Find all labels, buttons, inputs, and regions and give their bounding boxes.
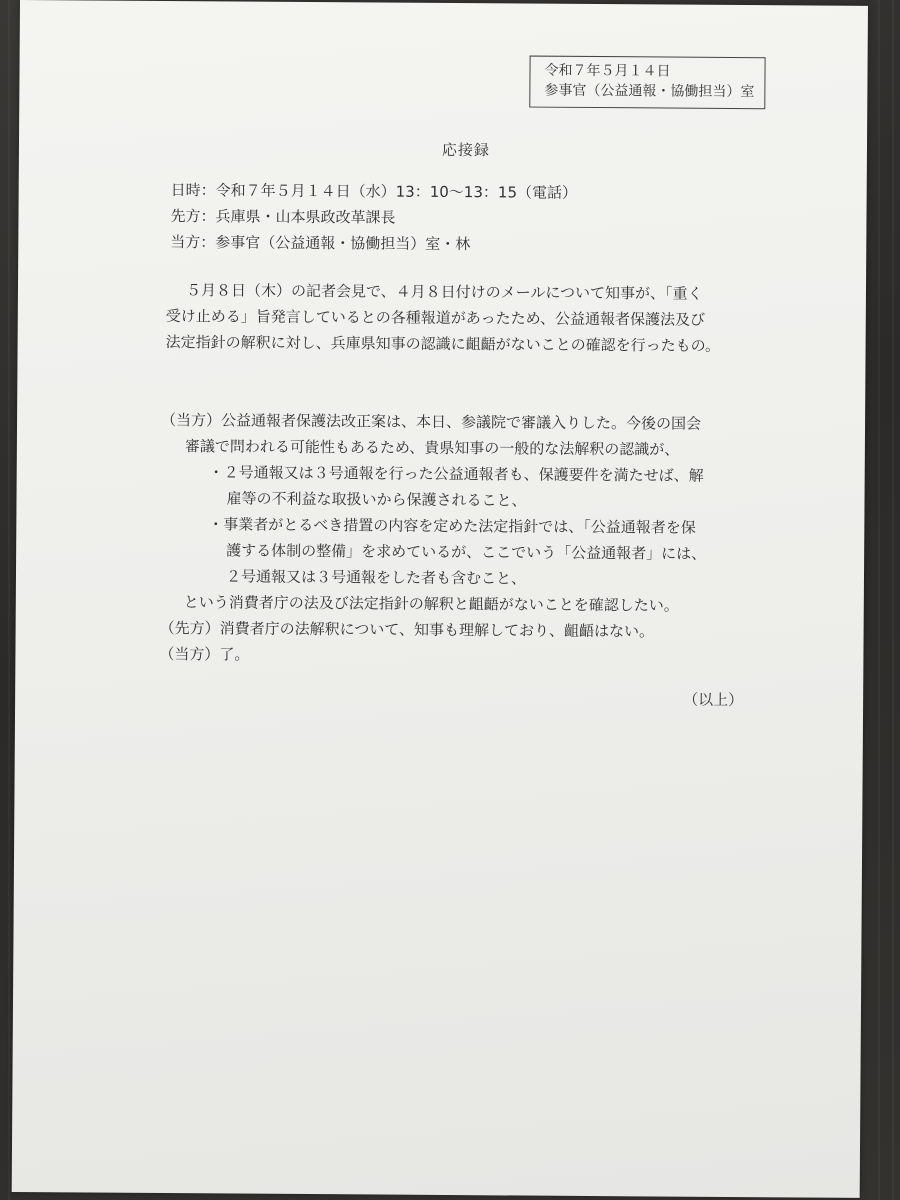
header-office: 参事官（公益通報・協働担当）室	[544, 82, 755, 101]
bullet-2-line-2: 護する体制の整備」を求めているが、ここでいう「公益通報者」には、	[226, 541, 707, 563]
summary-line-2: 受け止める」旨発言しているとの各種報道があったため、公益通報者保護法及び	[165, 307, 706, 329]
header-date: 令和７年５月１４日	[544, 62, 671, 80]
answer-line: （先方）消費者庁の法解釈について、知事も理解しており、齟齬はない。	[159, 618, 655, 641]
meta-our-side: 当方：参事官（公益通報・協働担当）室・林	[170, 233, 471, 254]
summary-line-3: 法定指針の解釈に対し、兵庫県知事の認識に齟齬がないことの確認を行ったもの。	[165, 333, 721, 355]
header-date-box	[529, 56, 765, 110]
question-line-1: （当方）公益通報者保護法改正案は、本日、参議院で審議入りした。今後の国会	[161, 410, 702, 433]
document-paper	[12, 0, 868, 1198]
bullet-2-line-3: ２号通報又は３号通報をした者も含むこと、	[225, 567, 527, 588]
meta-datetime: 日時：令和７年５月１４日（水）13：10〜13：15（電話）	[170, 181, 578, 202]
bullet-1-line-1: ・２号通報又は３号通報を行った公益通報者も、保護要件を満たせば、解	[208, 463, 704, 485]
question-closing: という消費者庁の法及び法定指針の解釈と齟齬がないことを確認したい。	[183, 593, 679, 615]
question-line-2: 審議で問われる可能性もあるため、貴県知事の一般的な法解釈の認識が、	[184, 437, 680, 459]
document-title: 応接録	[441, 140, 491, 160]
closing-mark: （以上）	[683, 690, 744, 710]
summary-line-1: ５月８日（木）の記者会見で、４月８日付けのメールについて知事が、「重く	[185, 281, 703, 303]
acknowledgement-line: （当方）了。	[159, 644, 250, 664]
meta-counterpart: 先方：兵庫県・山本県政改革課長	[170, 207, 396, 227]
bullet-1-line-2: 雇等の不利益な取扱いから保護されること、	[226, 489, 527, 510]
bullet-2-line-1: ・事業者がとるべき措置の内容を定めた法定指針では、「公益通報者を保	[208, 515, 696, 537]
